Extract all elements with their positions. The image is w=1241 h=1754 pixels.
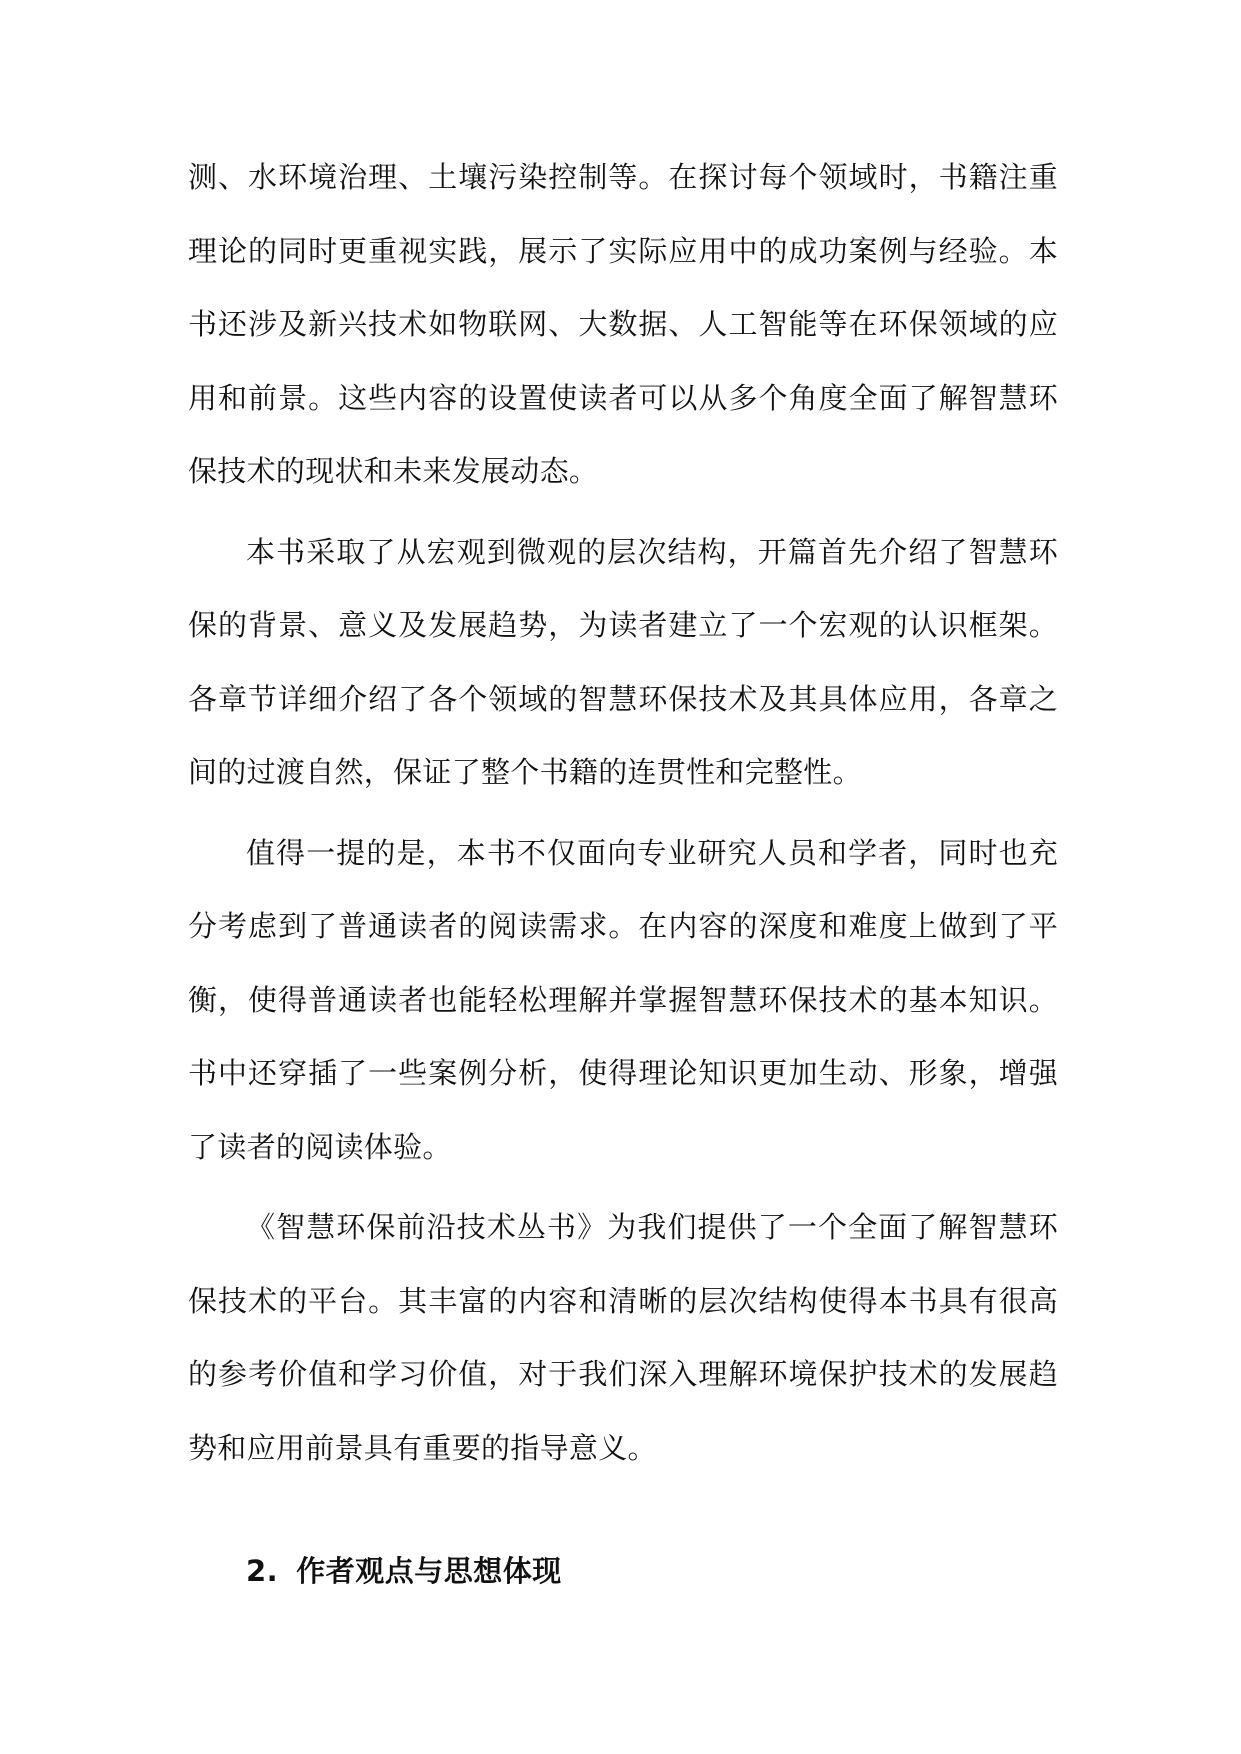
section-title: 作者观点与思想体现 <box>296 1554 562 1588</box>
paragraph-4: 《智慧环保前沿技术丛书》为我们提供了一个全面了解智慧环保技术的平台。其丰富的内容和清晰的层次结构使得本书具有很高的参考价值和学习价值，对于我们深入理解环境保护技术的发展趋势和应用前景具有重要的指导意义。 <box>188 1210 1058 1465</box>
section-heading <box>246 1553 562 1589</box>
paragraph-3: 值得一提的是，本书不仅面向专业研究人员和学者，同时也充分考虑到了普通读者的阅读需求。在内容的深度和难度上做到了平衡，使得普通读者也能轻松理解并掌握智慧环保技术的基本知识。书中还穿插了一些案例分析，使得理论知识更加生动、形象，增强了读者的阅读体验。 <box>188 835 1058 1164</box>
section-number: 2. <box>246 1554 279 1588</box>
body-text <box>188 141 1058 1492</box>
paragraph-1: 测、水环境治理、土壤污染控制等。在探讨每个领域时，书籍注重理论的同时更重视实践，展示了实际应用中的成功案例与经验。本书还涉及新兴技术如物联网、大数据、人工智能等在环保领域的应用和前景。这些内容的设置使读者可以从多个角度全面了解智慧环保技术的现状和未来发展动态。 <box>188 160 1058 488</box>
paragraph-2: 本书采取了从宏观到微观的层次结构，开篇首先介绍了智慧环保的背景、意义及发展趋势，为读者建立了一个宏观的认识框架。各章节详细介绍了各个领域的智慧环保技术及其具体应用，各章之间的过渡自然，保证了整个书籍的连贯性和完整性。 <box>188 534 1058 789</box>
